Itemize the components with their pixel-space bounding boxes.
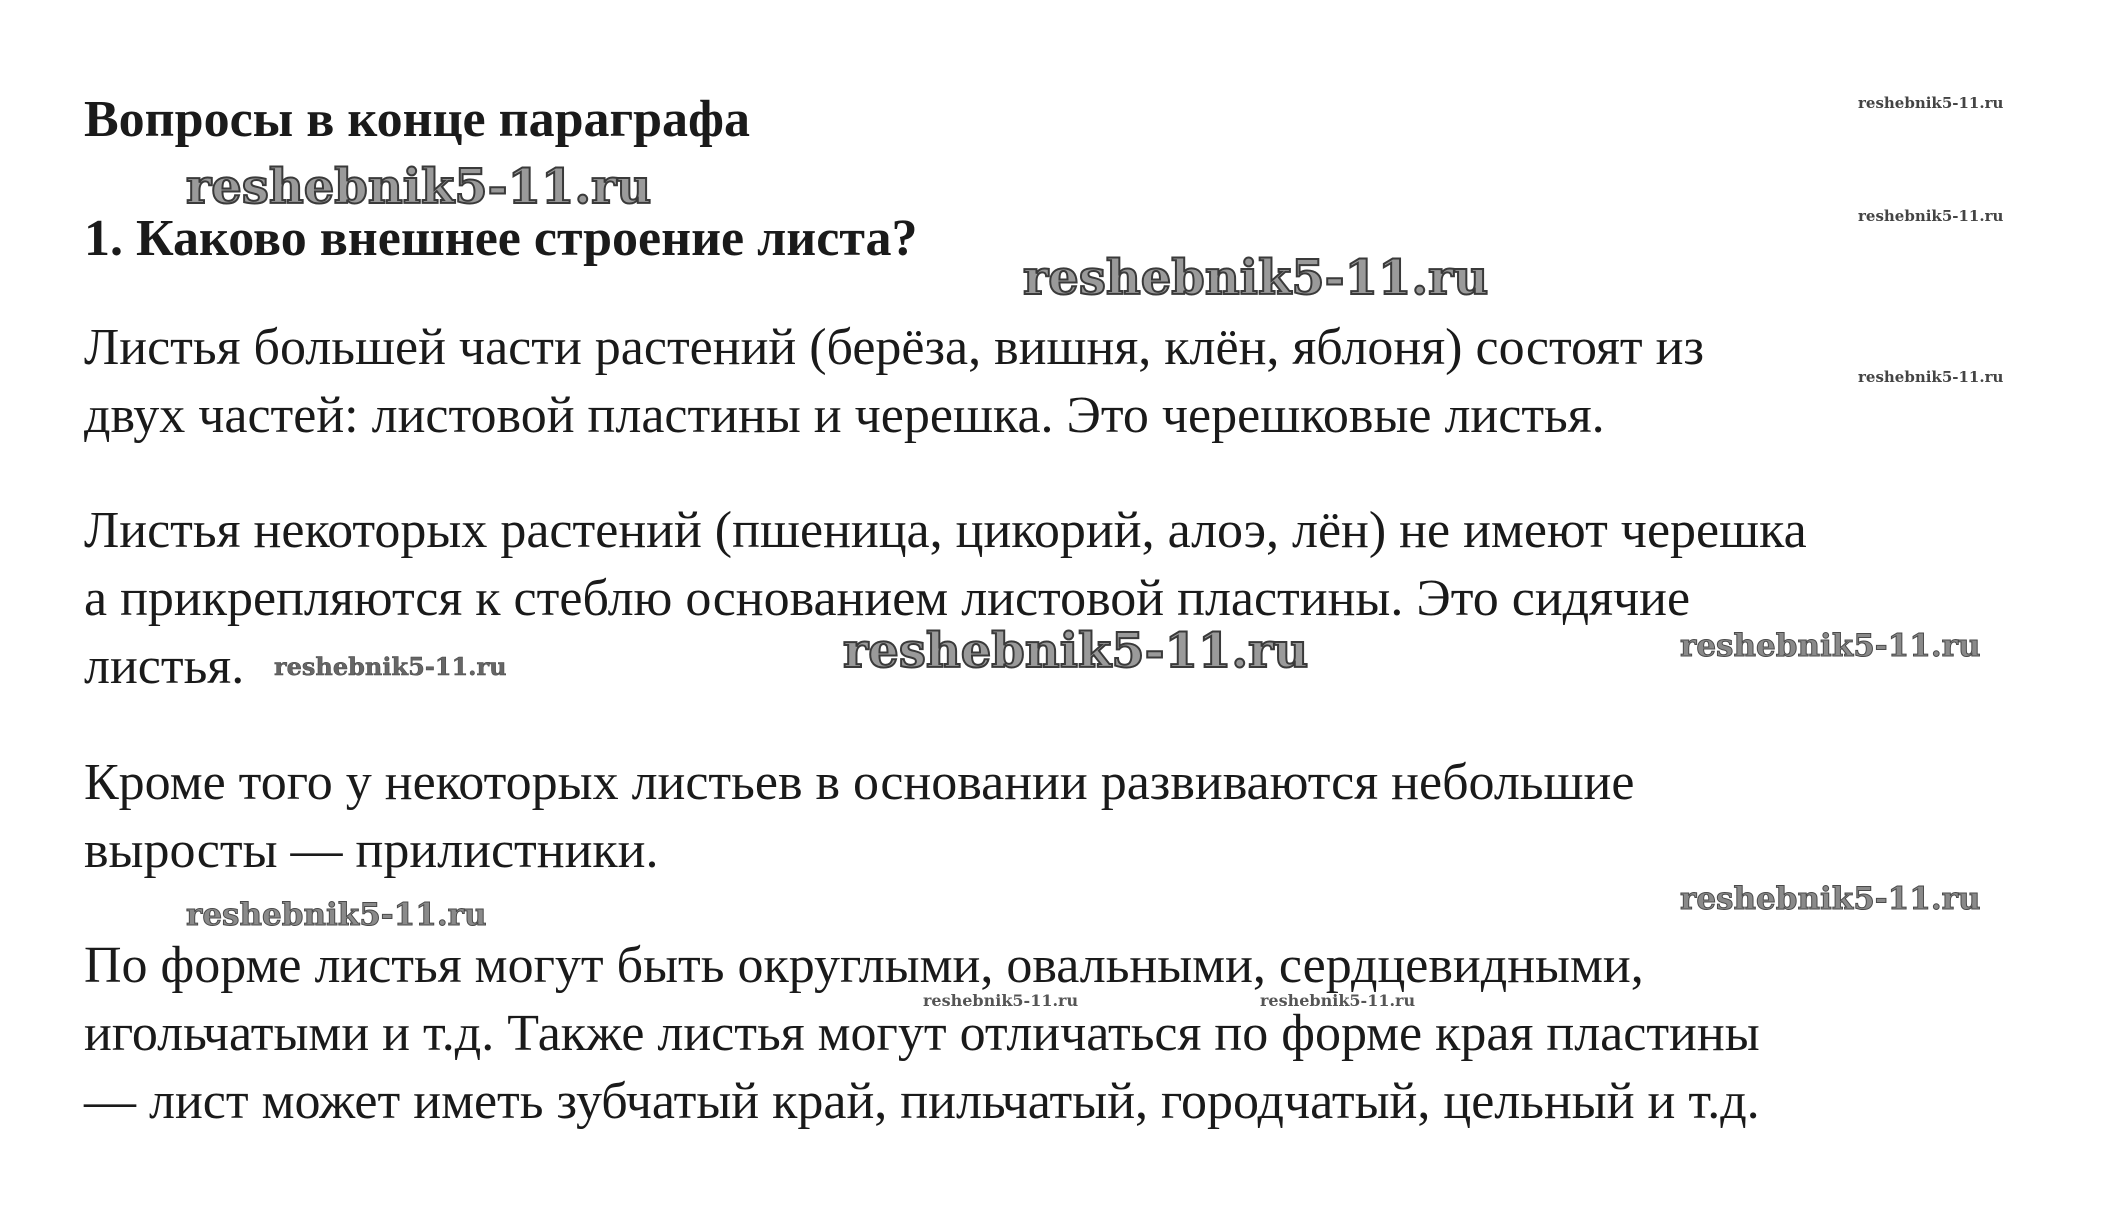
paragraph-line: выросты — прилистники. [84, 822, 659, 879]
watermark: reshebnik5-11.ru [186, 159, 652, 215]
paragraph-line: — лист может иметь зубчатый край, пильчатый, городчатый, цельный и т.д. [84, 1073, 1760, 1130]
question-heading: 1. Каково внешнее строение листа? [84, 210, 918, 267]
watermark: reshebnik5-11.ru [1858, 207, 2004, 225]
paragraph-line: игольчатыми и т.д. Также листья могут отличаться по форме края пластины [84, 1005, 1760, 1062]
watermark: reshebnik5-11.ru [1680, 628, 1981, 664]
watermark: reshebnik5-11.ru [1858, 94, 2004, 112]
watermark: reshebnik5-11.ru [843, 623, 1309, 679]
paragraph-line: Кроме того у некоторых листьев в основании развиваются небольшие [84, 754, 1635, 811]
watermark: reshebnik5-11.ru [1023, 250, 1489, 306]
page-title: Вопросы в конце параграфа [84, 91, 750, 148]
paragraph-line: По форме листья могут быть округлыми, овальными, сердцевидными, [84, 937, 1644, 994]
paragraph-line: Листья большей части растений (берёза, вишня, клён, яблоня) состоят из [84, 319, 1704, 376]
watermark: reshebnik5-11.ru [1260, 991, 1416, 1010]
watermark: reshebnik5-11.ru [186, 897, 487, 933]
watermark: reshebnik5-11.ru [274, 652, 507, 681]
watermark: reshebnik5-11.ru [1858, 368, 2004, 386]
watermark: reshebnik5-11.ru [923, 991, 1079, 1010]
watermark: reshebnik5-11.ru [1680, 881, 1981, 917]
paragraph-line: листья. [84, 638, 245, 695]
paragraph-line: Листья некоторых растений (пшеница, цикорий, алоэ, лён) не имеют черешка [84, 502, 1807, 559]
paragraph-line: а прикрепляются к стеблю основанием листовой пластины. Это сидячие [84, 570, 1691, 627]
paragraph-line: двух частей: листовой пластины и черешка. Это черешковые листья. [84, 387, 1605, 444]
